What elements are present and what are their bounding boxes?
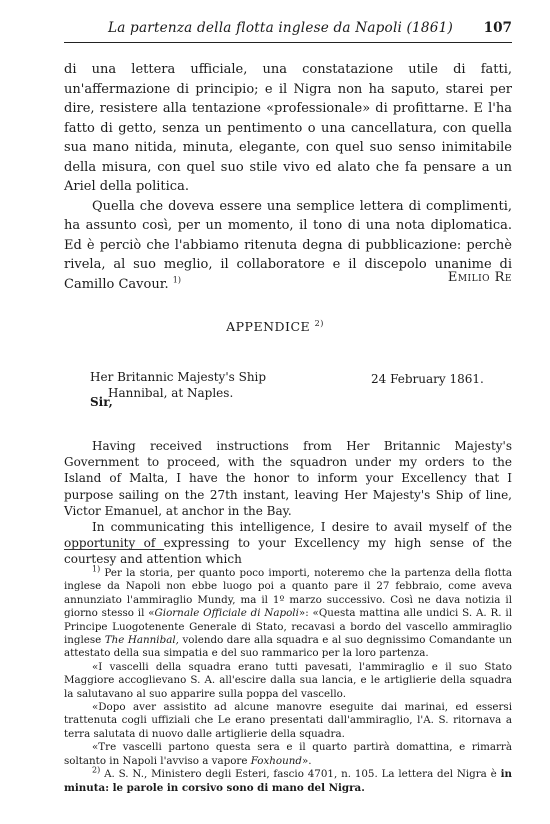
letter-place: Hannibal, at Naples.: [108, 386, 234, 400]
footnote-2-text-b: in minuta: le parole in corsivo sono di mano del Nigra.: [64, 768, 512, 794]
letter-ship: Her Britannic Majesty's Ship: [90, 370, 267, 384]
footnote-1-text-c: volendo dare alla squadra e al suo degnissimo Comandante un attestato della sua simpatia e del suo rammarico per la loro partenza.: [64, 634, 512, 660]
footnote-1-para-4-end: ».: [301, 754, 312, 767]
appendix-title: [0, 319, 550, 334]
footnotes: [64, 564, 513, 795]
footnote-ref-2: 2): [314, 318, 324, 328]
footnote-1-text-b: »: «Questa mattina alle undici S. A. R. il Principe Luogotenente Generale di Stato, recavasi a bordo del vascello ammiraglio inglese: [64, 607, 512, 647]
ship-name: The Hannibal,: [104, 634, 179, 647]
running-header: [64, 20, 512, 43]
letter-paragraph-2: In communicating this intelligence, I desire to avail myself of the opportunity of expressing to your Excellency my high sense of the courtesy and attention which: [64, 520, 512, 567]
letter-salutation: Sir,: [90, 395, 113, 409]
footnote-1-text-a: Per la storia, per quanto poco importi, noteremo che la partenza della flotta inglese da Napoli non ebbe luogo poi a quanto pare il 27 febbraio, come aveva annunziato l'ammiraglio Mundy, ma il 1º marzo successivo. Così ne dava notizia il giorno stesso il «: [64, 567, 513, 620]
foxhound-name: Foxhound: [250, 754, 302, 767]
letter-paragraph-1: Having received instructions from Her Britannic Majesty's Government to proceed, with the squadron under my orders to the Island of Malta, I have the honor to inform your Excellency that I purpose sailing on the 27th instant, leaving Her Majesty's Ship of line, Victor Emanuel, at anchor in the Bay.: [64, 439, 512, 518]
footnote-1-para-2: «I vascelli della squadra erano tutti pavesati, l'ammiraglio e il suo Stato Maggiore accoglievano S. A. all'escire dalla sua lancia, e le artiglierie della squadra la salutavano al suo apparire sulla poppa del vascello.: [64, 660, 512, 700]
running-title: La partenza della flotta inglese da Napoli (1861): [108, 20, 453, 36]
paragraph-2: [64, 197, 512, 295]
signature: Emilio Re: [447, 270, 512, 285]
newspaper-title: Giornale Officiale di Napoli: [154, 607, 299, 620]
italian-text: [64, 60, 512, 294]
footnote-1-para-4-text: «Tre vascelli partono questa sera e il quarto partirà domattina, e rimarrà soltanto in Napoli l'avviso a vapore: [64, 741, 512, 767]
footnote-1-para-4: [64, 741, 512, 768]
footnote-2-text-a: A. S. N., Ministero degli Esteri, fascio 4701, n. 105. La lettera del Nigra è: [104, 768, 497, 781]
footnote-2-mark: 2): [92, 765, 101, 775]
footnote-ref-1: 1): [172, 275, 181, 285]
footnote-1-para-3: «Dopo aver assistito ad alcune manovre eseguite dai marinai, ed essersi trattenuta cogli uffiziali che Le erano presentati dall'ammiraglio, l'A. S. ritornava a terra salutata di nuovo dalle artiglierie della squadra.: [64, 701, 512, 740]
footnote-rule: [64, 549, 164, 550]
paragraph-2-text: Quella che doveva essere una semplice lettera di complimenti, ha assunto così, per un momento, il tono di una nota diplomatica. Ed è perciò che l'abbiamo ritenuta degna di pubblicazione: perchè rivela, al suo meglio, il collaboratore e il discepolo unanime di Camillo Cavour.: [64, 198, 512, 292]
letter-date: 24 February 1861.: [371, 372, 484, 386]
footnote-2: [64, 765, 512, 795]
paragraph-1: di una lettera ufficiale, una constatazione utile di fatti, un'affermazione di principio; e il Nigra non ha saputo, starei per dire, resistere alla tentazione «professionale» di profittarne. E l'ha fatto di getto, senza un pentimento o una cancellatura, con quella sua mano nitida, minuta, elegante, con quel suo senso inimitabile della misura, con quel suo stile vivo ed alato che fa pensare a un Ariel della politica.: [64, 62, 512, 194]
footnote-1: [64, 564, 513, 661]
appendix-label: APPENDICE: [226, 319, 311, 334]
page-number: 107: [483, 20, 512, 36]
footnote-1-mark: 1): [92, 564, 101, 574]
